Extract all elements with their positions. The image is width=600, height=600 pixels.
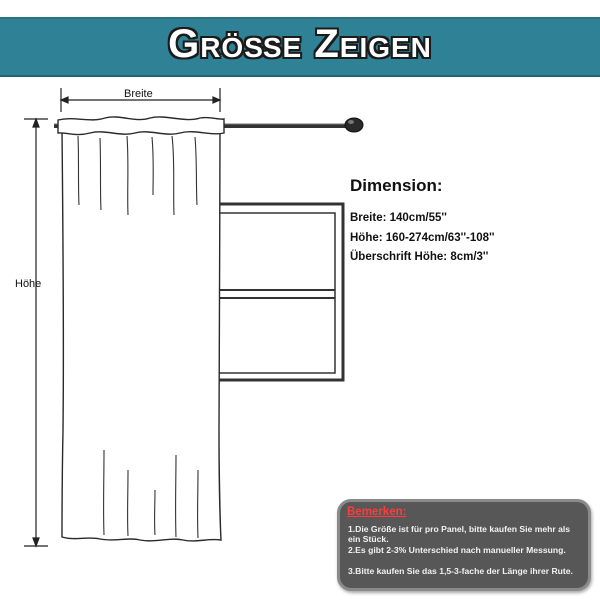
curtain-panel <box>58 117 224 541</box>
dimension-header-height: Überschrift Höhe: 8cm/3'' <box>350 251 489 263</box>
dimension-title: Dimension: <box>350 176 443 195</box>
note-item-2: 2.Es gibt 2-3% Unterschied nach manueller Messung. <box>348 545 566 555</box>
note-item-3: 3.Bitte kaufen Sie das 1,5-3-fache der Länge ihrer Rute. <box>348 566 573 576</box>
note-item-1: 1.Die Größe ist für pro Panel, bitte kaufen Sie mehr als ein Stück. <box>348 524 571 544</box>
width-label: Breite <box>124 88 153 100</box>
dimension-width: Breite: 140cm/55'' <box>350 212 447 224</box>
notes-box <box>337 499 591 591</box>
dimension-height: Höhe: 160-274cm/63''-108'' <box>350 232 495 244</box>
height-dimension-line <box>24 119 48 546</box>
notes-heading: Bemerken: <box>347 506 407 518</box>
banner-title: Größe Zeigen <box>168 22 432 66</box>
window-frame <box>206 204 343 380</box>
height-label: Höhe <box>15 278 42 290</box>
